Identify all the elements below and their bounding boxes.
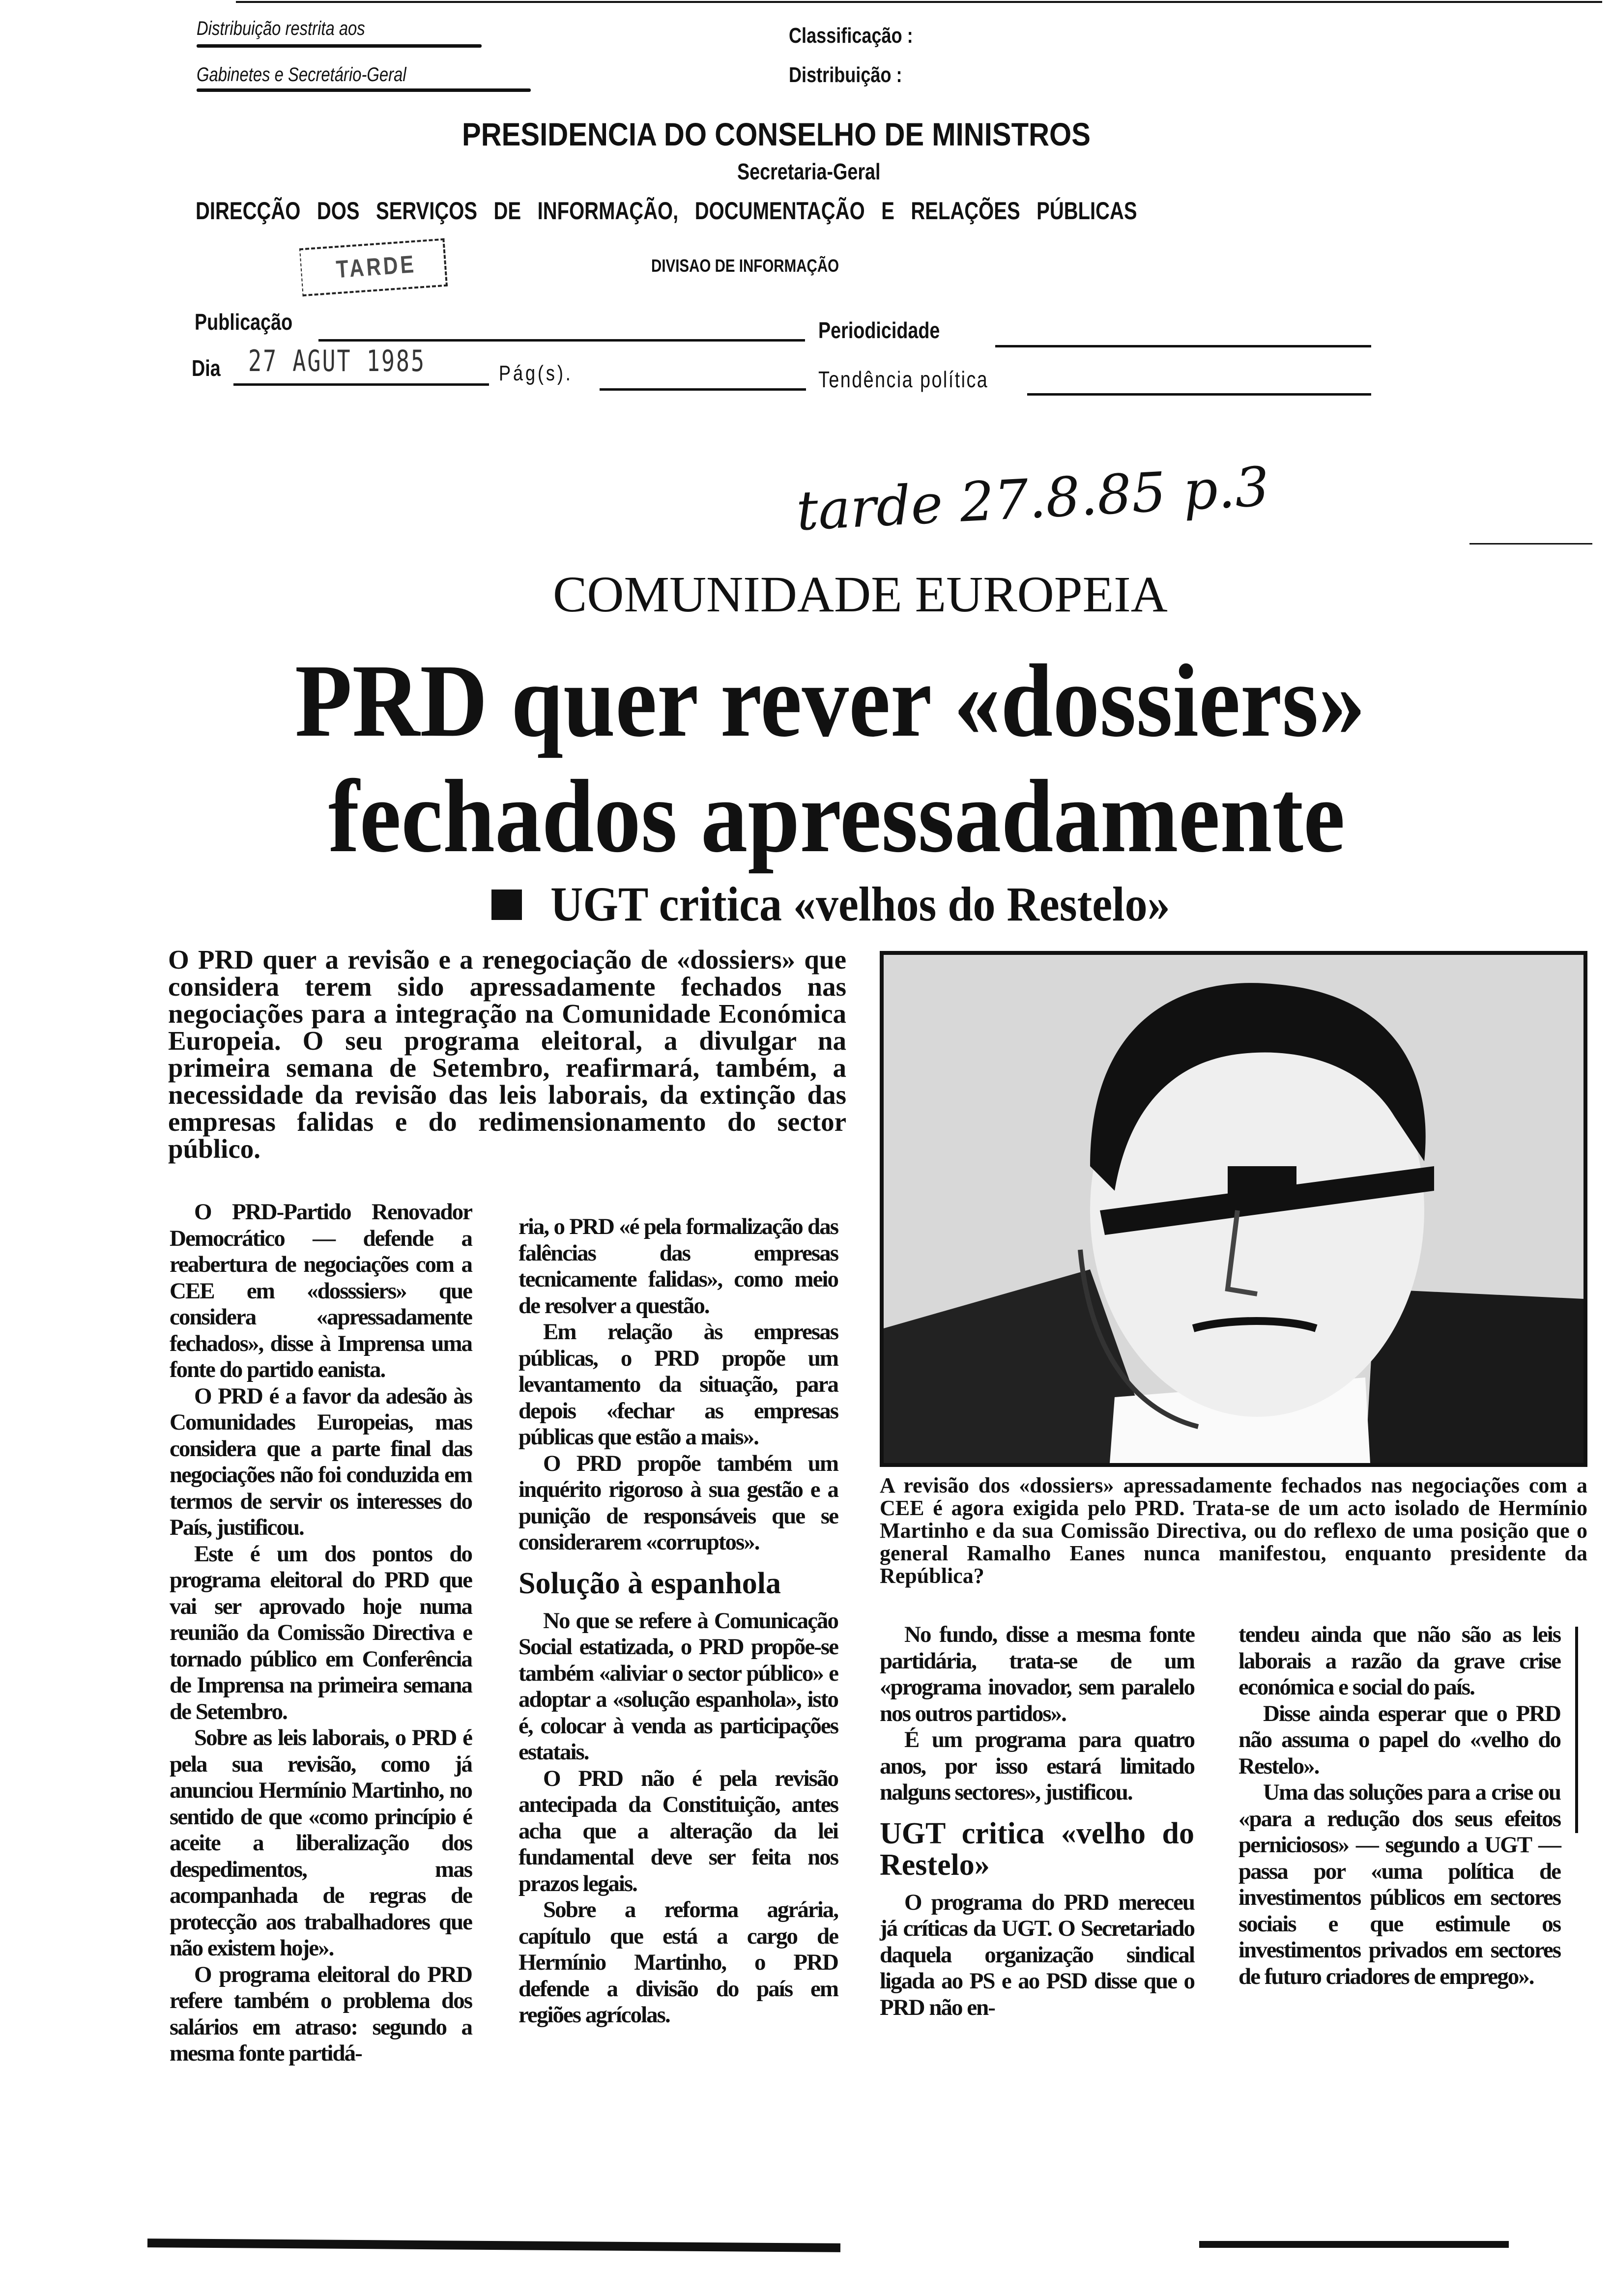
top-edge-line: [236, 1, 1602, 3]
column-bottom-rule: [1199, 2241, 1509, 2248]
article-column-1: [170, 1199, 472, 2067]
pags-label: Pág(s).: [499, 361, 573, 385]
article-subtitle: UGT critica «velhos do Restelo»: [550, 877, 1170, 931]
column-divider: [1575, 1627, 1578, 1833]
headline-line1: PRD quer rever «dossiers»: [295, 643, 1366, 758]
paragraph: Sobre as leis laborais, o PRD é pela sua revisão, como já anunciou Hermínio Martinho, no sentido de que «como princípio é aceite a liberalização dos despedimentos, mas acompanhada de regras de protecção aos trabalhadores que não existem hoje».: [170, 1725, 472, 1961]
paragraph: É um programa para quatro anos, por isso estará limitado nalguns sectores», justificou.: [880, 1727, 1194, 1805]
paragraph: No fundo, disse a mesma fonte partidária, trata-se de um «programa inovador, sem paralelo nos outros partidos».: [880, 1622, 1194, 1726]
restricted-distribution-line2: Gabinetes e Secretário-Geral: [197, 64, 406, 86]
tendencia-label: Tendência política: [818, 367, 989, 392]
publicacao-label: Publicação: [195, 309, 293, 335]
paragraph: O programa eleitoral do PRD refere também o problema dos salários em atraso: segundo a mesma fonte partidá-: [170, 1961, 472, 2066]
periodicidade-label: Periodicidade: [818, 317, 940, 343]
subhead-ugt-critica: UGT critica «velho do Restelo»: [880, 1816, 1194, 1882]
paragraph: tendeu ainda que não são as leis laborais a razão da grave crise económica e social do país.: [1238, 1622, 1560, 1700]
underline: [197, 44, 482, 48]
subtitle-bullet-icon: [491, 890, 522, 920]
section-label: COMUNIDADE EUROPEIA: [553, 566, 1168, 623]
division-label: DIVISAO DE INFORMAÇÃO: [651, 256, 839, 276]
article-column-3: [880, 1622, 1194, 2021]
periodicidade-field: [995, 345, 1371, 347]
paragraph: Em relação às empresas públicas, o PRD propõe um levantamento da situação, para depois «fechar as empresas públicas que estão a mais».: [518, 1319, 838, 1450]
article-column-2: [518, 1214, 838, 2029]
portrait-image: [884, 955, 1583, 1463]
tarde-stamp: [299, 238, 448, 296]
underline: [197, 88, 531, 92]
subhead-solucao-espanhola: Solução à espanhola: [518, 1566, 781, 1600]
photo-caption: A revisão dos «dossiers» apressadamente fechados nas negociações com a CEE é agora exigida pelo PRD. Trata-se de um acto isolado de Hermínio Martinho e da sua Comissão Directiva, ou do reflexo de uma posição que o general Ramalho Eanes nunca manifestou, enquanto presidente da República?: [880, 1473, 1587, 1588]
dia-label: Dia: [192, 355, 221, 381]
column-bottom-rule: [147, 2239, 840, 2252]
paragraph: O programa do PRD mereceu já críticas da UGT. O Secretariado daquela organização sindical ligada ao PS e ao PSD disse que o PRD não en-: [880, 1889, 1194, 2020]
lead-paragraph: O PRD quer a revisão e a renegociação de «dossiers» que considera terem sido apressadamente fechados nas negociações para a integração na Comunidade Económica Europeia. O seu programa eleitoral, a divulgar na primeira semana de Setembro, reafirmará, também, a necessidade da revisão das leis laborais, da extinção das empresas falidas e do redimensionamento do sector público.: [168, 945, 846, 1164]
org-title: PRESIDENCIA DO CONSELHO DE MINISTROS: [462, 116, 1091, 152]
paragraph: O PRD não é pela revisão antecipada da Constituição, antes acha que a alteração da lei fundamental deve ser feita nos prazos legais.: [518, 1765, 838, 1896]
directorate-title: DIRECÇÃO DOS SERVIÇOS DE INFORMAÇÃO, DOCUMENTAÇÃO E RELAÇÕES PÚBLICAS: [196, 197, 1137, 225]
portrait-photo: [880, 951, 1587, 1467]
dia-date-stamp: 27 AGUT 1985: [248, 344, 426, 378]
publicacao-field: [318, 339, 805, 342]
headline-line2: fechados apressadamente: [328, 758, 1345, 874]
paragraph: O PRD-Partido Renovador Democrático — defende a reabertura de negociações com a CEE em «dosssiers» que considera «apressadamente fechados», disse à Imprensa uma fonte do partido eanista.: [170, 1199, 472, 1382]
paragraph: ria, o PRD «é pela formalização das falências das empresas tecnicamente falidas», como meio de resolver a questão.: [518, 1214, 838, 1319]
handwritten-note: tarde 27.8.85 p.3: [795, 455, 1271, 543]
paragraph: O PRD propõe também um inquérito rigoroso à sua gestão e a punição de responsáveis que se considerarem «corruptos».: [518, 1450, 838, 1555]
margin-mark: [1469, 543, 1592, 545]
pags-field: [600, 388, 806, 391]
paragraph: Este é um dos pontos do programa eleitoral do PRD que vai ser aprovado hoje numa reunião da Comissão Directiva e tornado público em Conferência de Imprensa na primeira semana de Setembro.: [170, 1541, 472, 1724]
article-column-4: [1238, 1622, 1560, 1990]
org-subtitle: Secretaria-Geral: [737, 159, 881, 184]
restricted-distribution-line1: Distribuição restrita aos: [197, 18, 365, 39]
stamp-text: TARDE: [335, 250, 417, 284]
paragraph: Disse ainda esperar que o PRD não assuma o papel do «velho do Restelo».: [1238, 1700, 1560, 1779]
paragraph: Uma das soluções para a crise ou «para a redução dos seus efeitos perniciosos» — segundo a UGT — passa por «uma política de investimentos públicos em sectores sociais e que estimule os investimentos privados em sectores de futuro criadores de emprego».: [1238, 1779, 1560, 1989]
paragraph: No que se refere à Comunicação Social estatizada, o PRD propõe-se também «aliviar o sector público» e adoptar a «solução espanhola», isto é, colocar à venda as participações estatais.: [518, 1607, 838, 1765]
classificacao-label: Classificação :: [789, 24, 913, 48]
tendencia-field: [1027, 393, 1371, 396]
distribuicao-label: Distribuição :: [789, 63, 902, 87]
dia-field: [233, 383, 489, 386]
paragraph: O PRD é a favor da adesão às Comunidades Europeias, mas considera que a parte final das negociações não foi conduzida em termos de servir os interesses do País, justificou.: [170, 1383, 472, 1540]
paragraph: Sobre a reforma agrária, capítulo que está a cargo de Hermínio Martinho, o PRD defende a divisão do país em regiões agrícolas.: [518, 1897, 838, 2028]
